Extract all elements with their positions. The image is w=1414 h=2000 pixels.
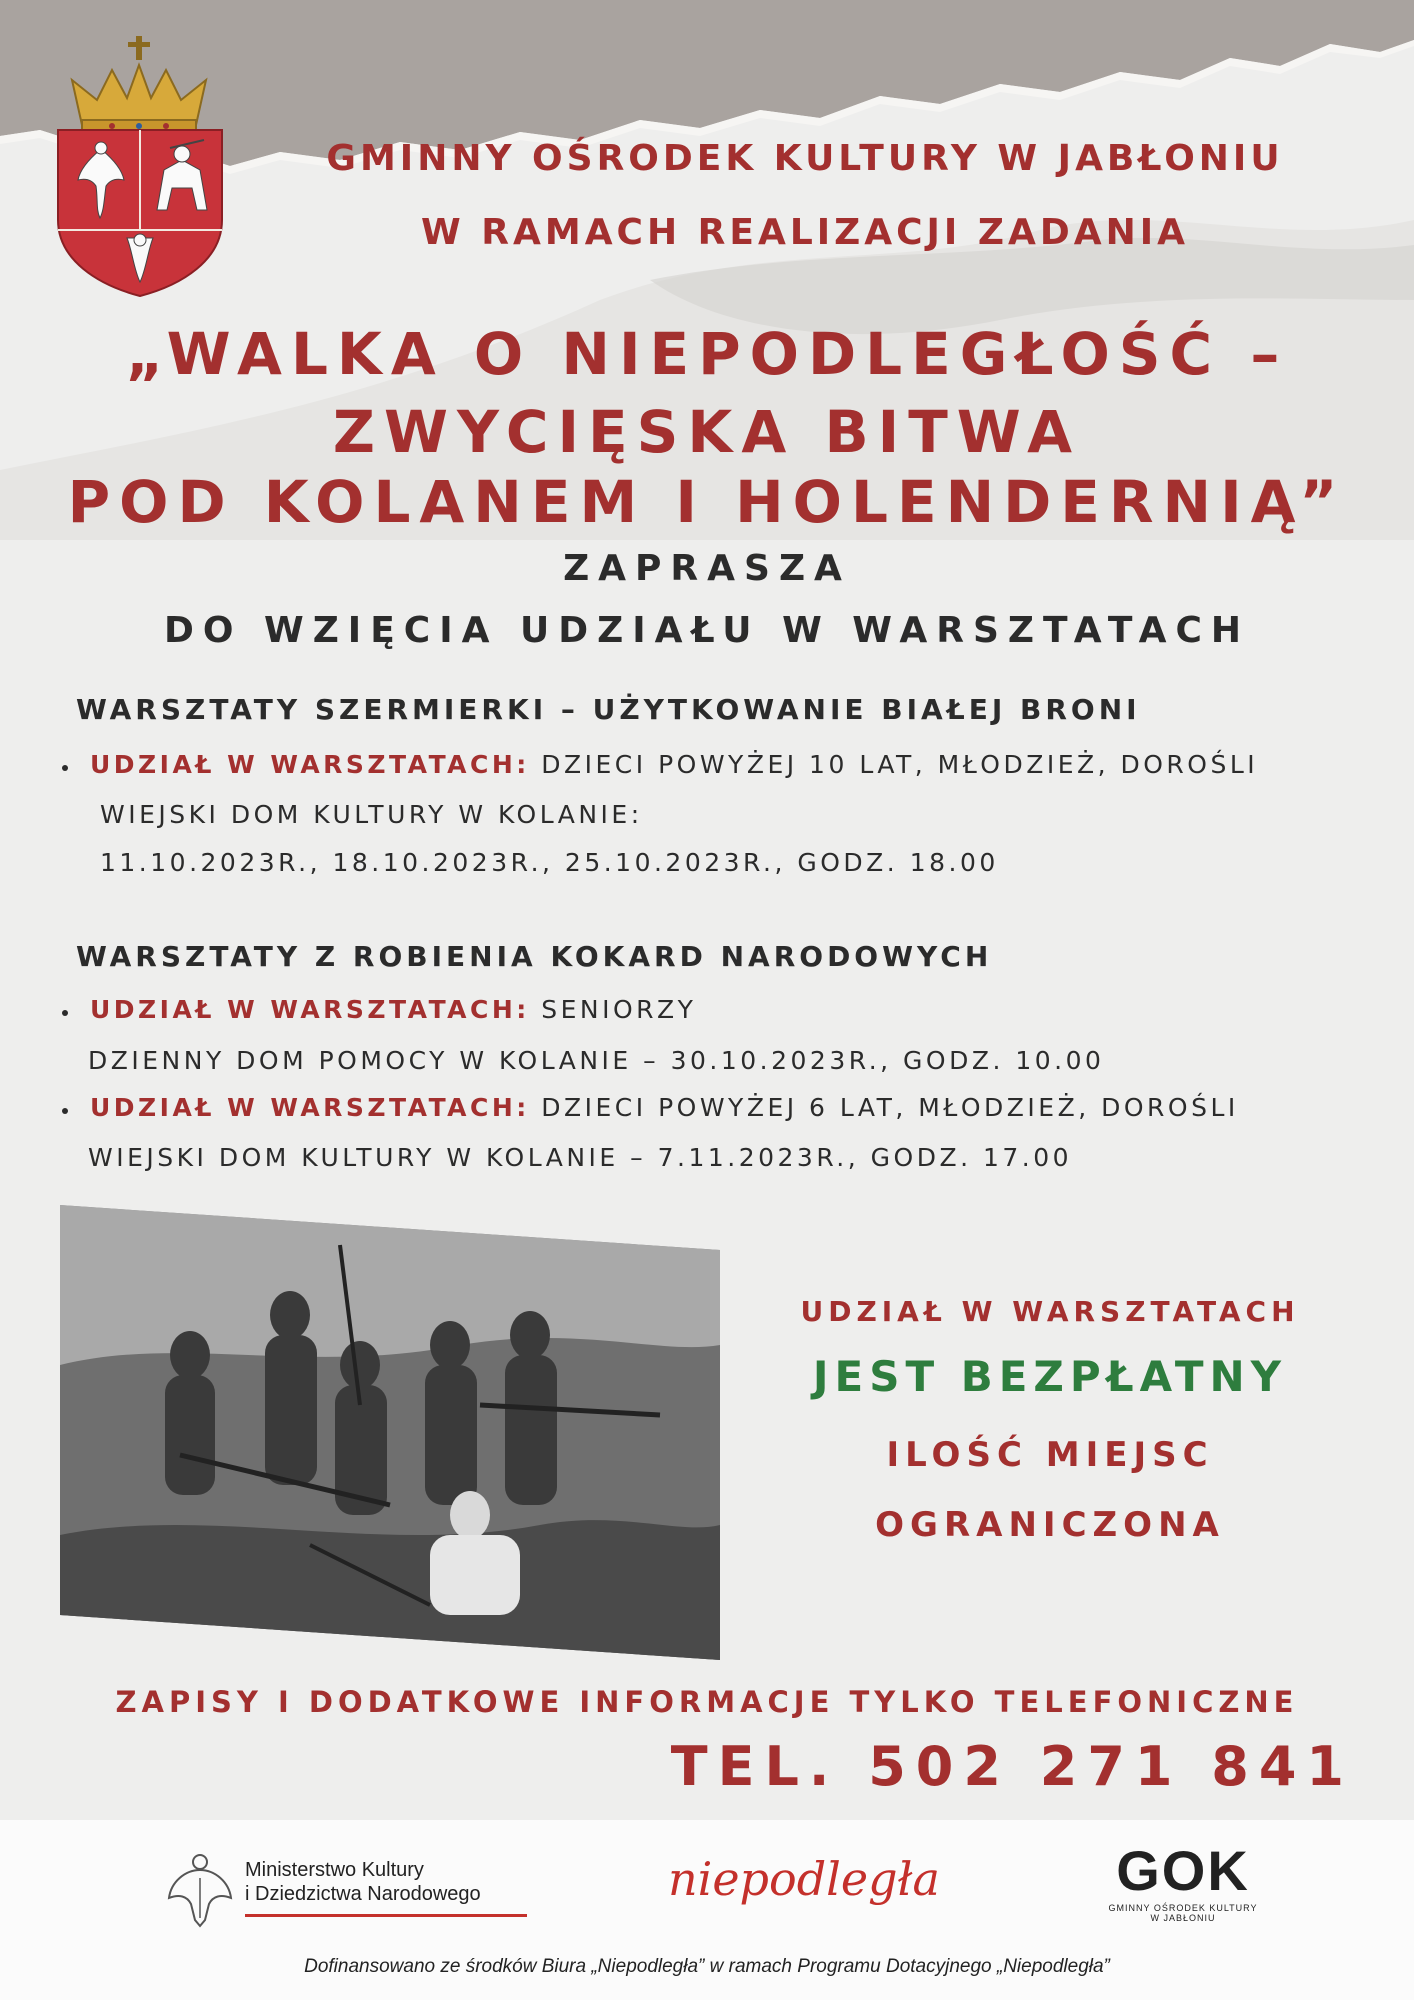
gok-subtitle-1: GMINNY OŚRODEK KULTURY xyxy=(1108,1903,1258,1913)
participation-label: UDZIAŁ W WARSZTATACH: xyxy=(90,995,530,1024)
participants-value: SENIORZY xyxy=(541,995,697,1024)
title-line-1: „WALKA O NIEPODLEGŁOŚĆ – xyxy=(125,320,1289,388)
workshop-title-cockades: WARSZTATY Z ROBIENIA KOKARD NARODOWYCH xyxy=(76,940,993,973)
participants-value: DZIECI POWYŻEJ 6 LAT, MŁODZIEŻ, DOROŚLI xyxy=(541,1093,1239,1122)
ministry-logo xyxy=(245,1858,481,1906)
title-line-2: ZWYCIĘSKA BITWA xyxy=(332,398,1082,466)
participation-heading: UDZIAŁ W WARSZTATACH xyxy=(800,1295,1300,1328)
workshop-1-dates: 11.10.2023R., 18.10.2023R., 25.10.2023R., GODZ. 18.00 xyxy=(100,848,999,877)
bullet-icon xyxy=(62,765,68,771)
limited-seats-line-2: OGRANICZONA xyxy=(875,1505,1225,1545)
invitation-line-1: ZAPRASZA xyxy=(563,548,851,589)
limited-seats-line-1: ILOŚĆ MIEJSC xyxy=(886,1435,1214,1475)
ministry-line-1: Ministerstwo Kultury xyxy=(245,1859,424,1881)
organizer-name: GMINNY OŚRODEK KULTURY W JABŁONIU xyxy=(326,138,1284,179)
participation-label: UDZIAŁ W WARSZTATACH: xyxy=(90,1093,530,1122)
coat-of-arms-icon xyxy=(52,30,232,300)
phone-number[interactable]: TEL. 502 271 841 xyxy=(670,1735,1354,1798)
workshop-2-participants-b xyxy=(90,1093,1239,1122)
battle-engraving-image xyxy=(60,1205,720,1660)
task-intro: W RAMACH REALIZACJI ZADANIA xyxy=(421,212,1189,253)
workshop-2-place-a: DZIENNY DOM POMOCY W KOLANIE – 30.10.2023R., GODZ. 10.00 xyxy=(88,1046,1105,1075)
bullet-icon xyxy=(62,1010,68,1016)
workshop-2-place-b: WIEJSKI DOM KULTURY W KOLANIE – 7.11.2023R., GODZ. 17.00 xyxy=(88,1143,1073,1172)
free-of-charge: JEST BEZPŁATNY xyxy=(812,1352,1288,1401)
eagle-emblem-icon xyxy=(165,1848,235,1928)
workshop-2-participants-a xyxy=(90,995,696,1024)
registration-info: ZAPISY I DODATKOWE INFORMACJE TYLKO TELEFONICZNE xyxy=(115,1685,1299,1719)
workshop-1-place: WIEJSKI DOM KULTURY W KOLANIE: xyxy=(100,800,643,829)
participants-value: DZIECI POWYŻEJ 10 LAT, MŁODZIEŻ, DOROŚLI xyxy=(541,750,1259,779)
workshop-1-participants xyxy=(90,750,1258,779)
ministry-underline xyxy=(245,1914,527,1917)
sponsor-footer xyxy=(0,1820,1414,2000)
bullet-icon xyxy=(62,1108,68,1114)
gok-subtitle-2: W JABŁONIU xyxy=(1150,1913,1216,1923)
funding-note: Dofinansowano ze środków Biura „Niepodległa” w ramach Programu Dotacyjnego „Niepodległa” xyxy=(304,1956,1110,1977)
participation-label: UDZIAŁ W WARSZTATACH: xyxy=(90,750,530,779)
niepodlegla-logo: niepodległa xyxy=(668,1852,940,1906)
gok-logo xyxy=(1098,1838,1268,1923)
ministry-line-2: i Dziedzictwa Narodowego xyxy=(245,1883,481,1905)
workshop-title-fencing: WARSZTATY SZERMIERKI – UŻYTKOWANIE BIAŁEJ BRONI xyxy=(76,693,1141,726)
invitation-line-2: DO WZIĘCIA UDZIAŁU W WARSZTATACH xyxy=(163,610,1251,651)
gok-logo-text: GOK xyxy=(1116,1839,1250,1902)
title-line-3: POD KOLANEM I HOLENDERNIĄ” xyxy=(67,468,1347,536)
